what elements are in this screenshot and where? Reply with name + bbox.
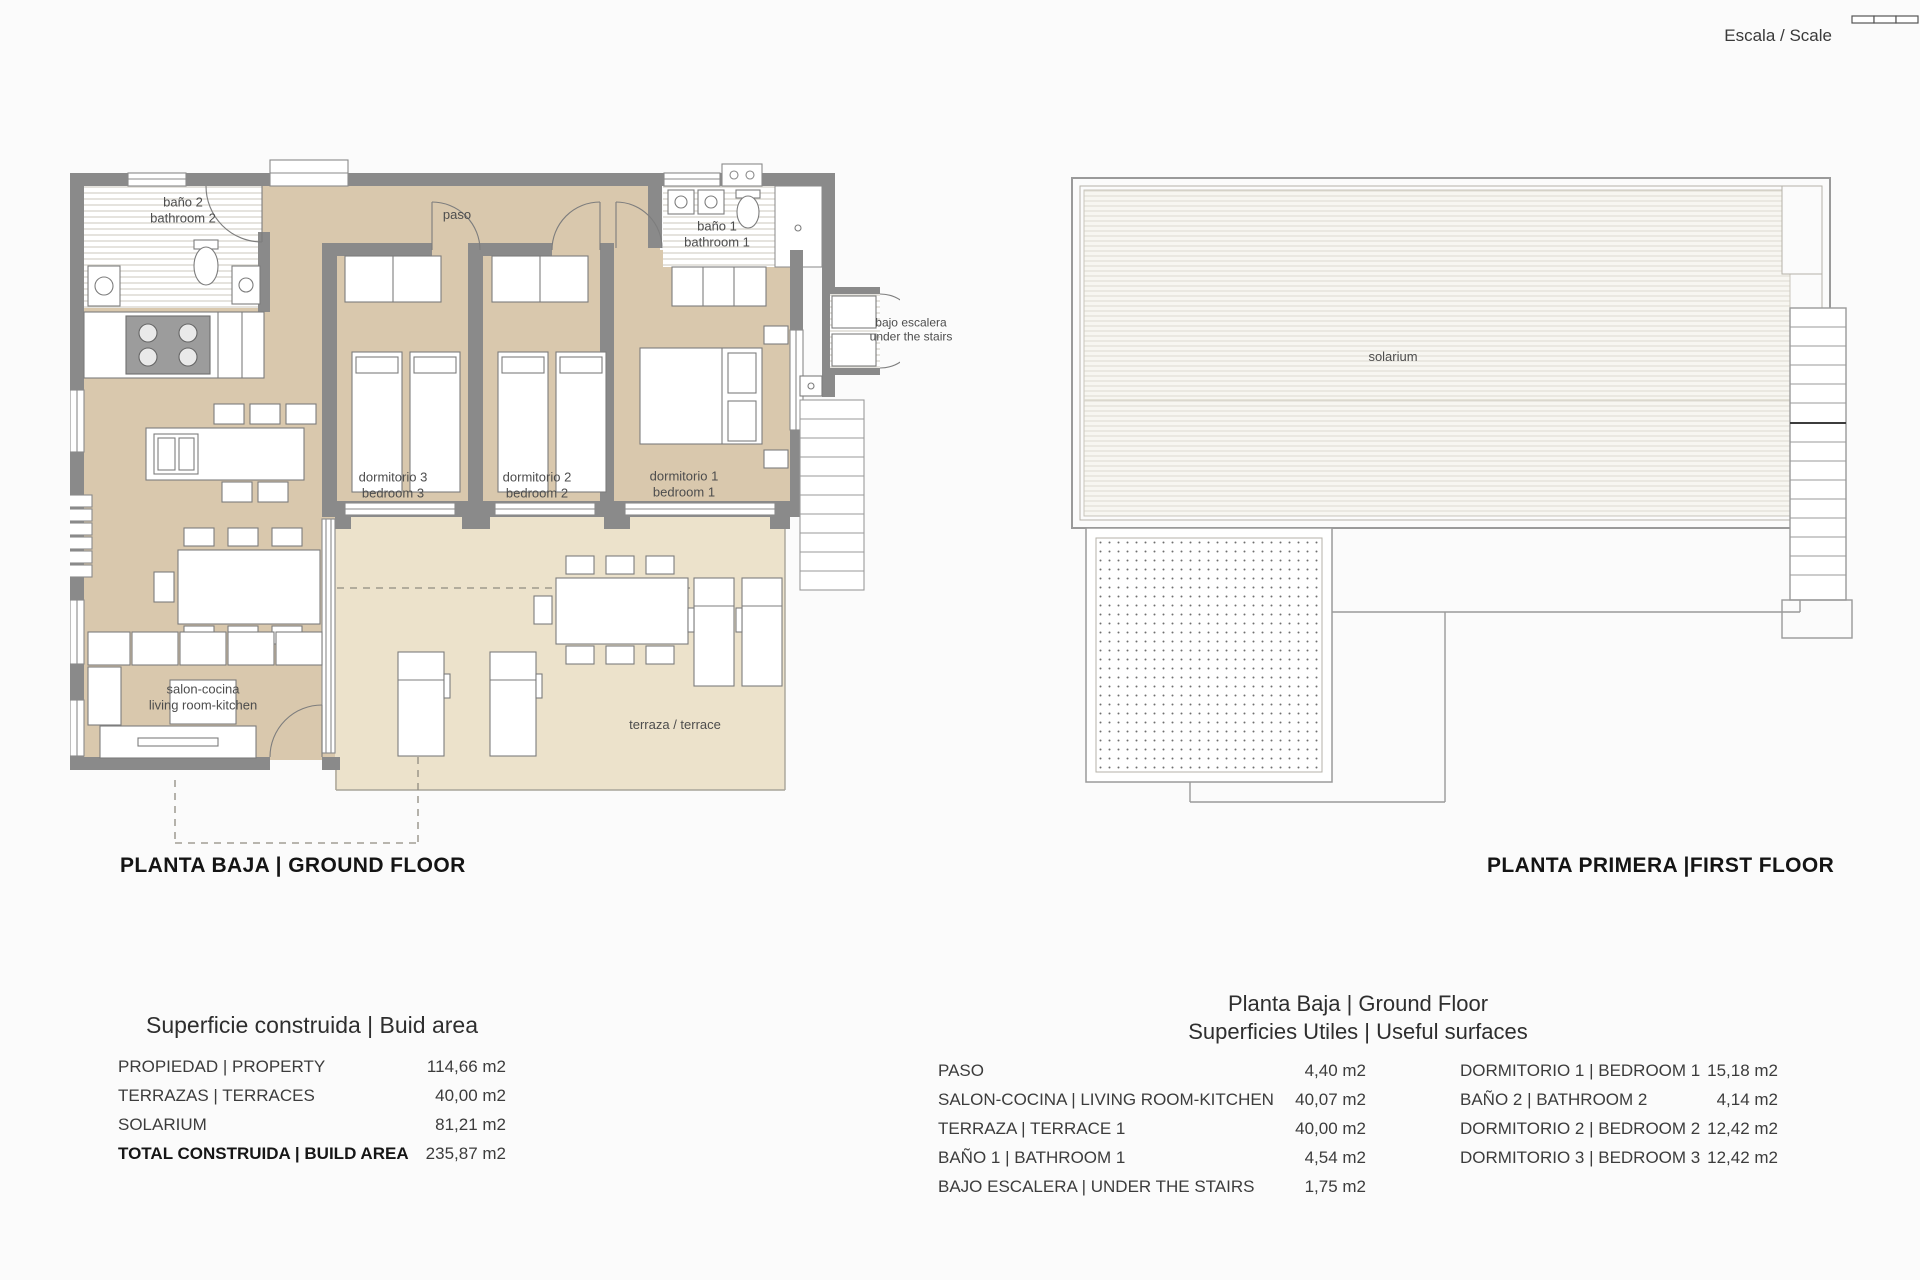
room-label-bathroom2: baño 2 bathroom 2 (150, 194, 216, 225)
table-row: SOLARIUM 81,21 m2 (118, 1115, 506, 1134)
ground-floor-title: PLANTA BAJA | GROUND FLOOR (120, 854, 466, 877)
room-label-bedroom2: dormitorio 2 bedroom 2 (502, 469, 572, 500)
room-label-paso: paso (442, 207, 472, 223)
ground-floor-plan (70, 145, 900, 845)
room-label-bathroom1: baño 1 bathroom 1 (684, 218, 750, 249)
solarium-block (1072, 178, 1830, 528)
table-row: TERRAZA | TERRACE 1 40,00 m2 (938, 1119, 1366, 1138)
table-row: BAÑO 2 | BATHROOM 2 4,14 m2 (1460, 1090, 1778, 1109)
table-row: DORMITORIO 3 | BEDROOM 3 12,42 m2 (1460, 1148, 1778, 1167)
useful-surfaces-left-column (938, 1061, 1366, 1206)
table-row: DORMITORIO 1 | BEDROOM 1 15,18 m2 (1460, 1061, 1778, 1080)
room-label-terrace: terraza / terrace (629, 717, 721, 733)
scale-bar (1772, 13, 1920, 27)
first-floor-plan (1060, 150, 1890, 830)
useful-surfaces-title: Planta Baja | Ground Floor Superficies Utiles | Useful surfaces (1188, 991, 1528, 1044)
build-area-table-title: Superficie construida | Buid area (146, 1012, 478, 1038)
table-row: BAJO ESCALERA | UNDER THE STAIRS 1,75 m2 (938, 1177, 1366, 1196)
table-row: BAÑO 1 | BATHROOM 1 4,54 m2 (938, 1148, 1366, 1167)
first-floor-stairs (1782, 308, 1852, 638)
scale-label: Escala / Scale (1724, 26, 1832, 45)
room-label-bedroom1: dormitorio 1 bedroom 1 (649, 468, 719, 499)
build-area-table (118, 1012, 506, 1173)
table-row: TERRAZAS | TERRACES 40,00 m2 (118, 1086, 506, 1105)
room-label-bedroom3: dormitorio 3 bedroom 3 (358, 469, 428, 500)
table-row: PROPIEDAD | PROPERTY 114,66 m2 (118, 1057, 506, 1076)
room-label-under-stairs: bajo escalera under the stairs (869, 315, 953, 344)
useful-surfaces-right-column (1460, 1061, 1778, 1206)
first-floor-title: PLANTA PRIMERA |FIRST FLOOR (1487, 854, 1835, 877)
table-row-total: TOTAL CONSTRUIDA | BUILD AREA 235,87 m2 (118, 1144, 506, 1163)
table-row: PASO 4,40 m2 (938, 1061, 1366, 1080)
room-label-solarium: solarium (1368, 349, 1418, 365)
pergola-dotted-area (1086, 528, 1332, 782)
table-row: DORMITORIO 2 | BEDROOM 2 12,42 m2 (1460, 1119, 1778, 1138)
room-label-living-room: salon-cocina living room-kitchen (148, 681, 258, 712)
table-row: SALON-COCINA | LIVING ROOM-KITCHEN 40,07 m2 (938, 1090, 1366, 1109)
useful-surfaces-table (938, 990, 1778, 1206)
